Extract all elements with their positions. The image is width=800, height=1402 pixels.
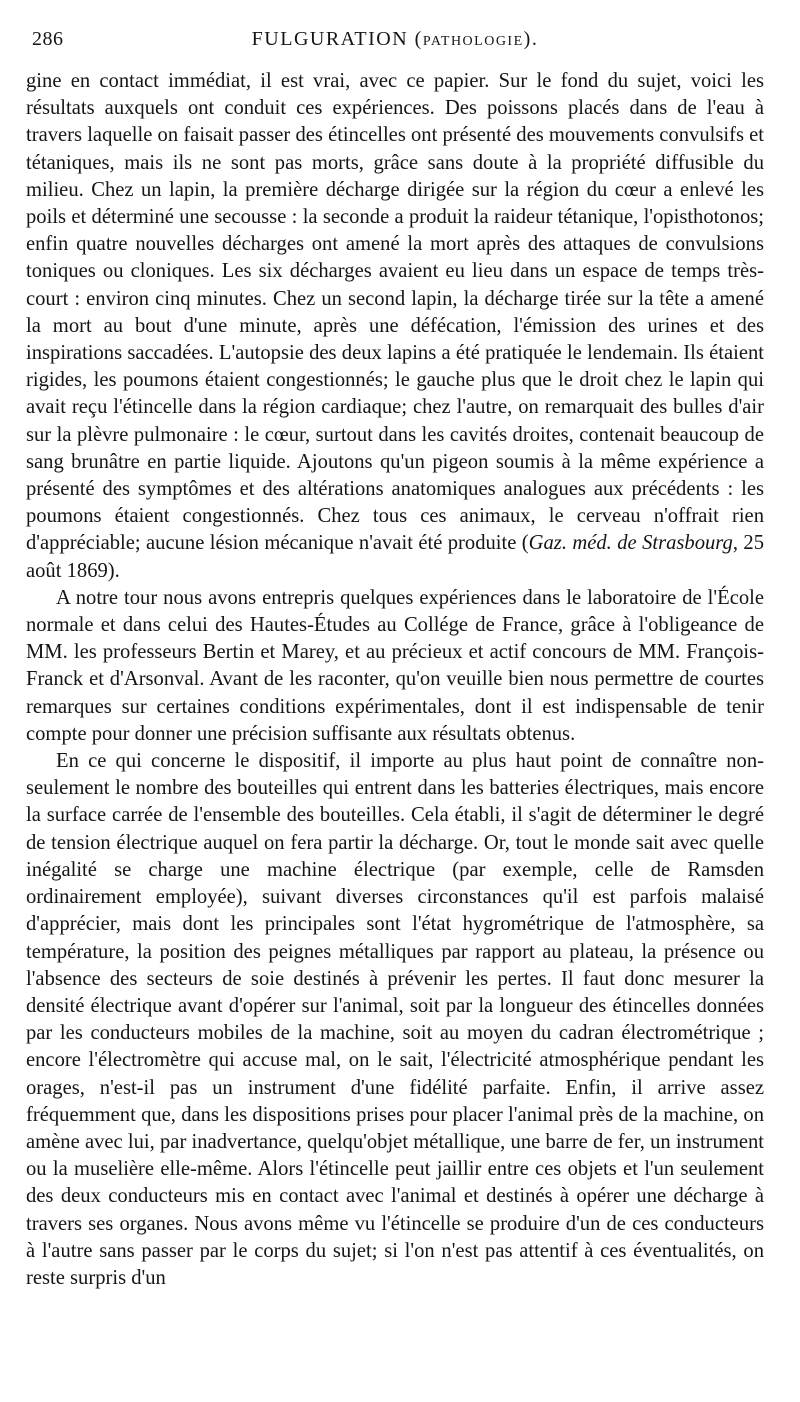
paragraph-text: gine en contact immédiat, il est vrai, avec ce papier. Sur le fond du sujet, voici les résultats auxquels ont conduit ces expériences. Des poissons placés dans de l'eau à travers laquelle on faisait passer des étincelles ont présenté des mouvements convulsifs et tétaniques, mais ils ne sont pas morts, grâce sans doute à la propriété diffusible du milieu. Chez un lapin, la première décharge dirigée sur la région du cœur a enlevé les poils et déterminé une secousse : la seconde a produit la raideur tétanique, l'opisthotonos; enfin quatre nouvelles décharges ont amené la mort après des attaques de convulsions toniques ou cloniques. Les six décharges avaient eu lieu dans un espace de temps très-court : environ cinq minutes. Chez un second lapin, la décharge tirée sur la tête a amené la mort au bout d'une minute, après une défécation, l'émission des urines et des inspirations saccadées. L'autopsie des deux lapins a été pratiquée le lendemain. Ils étaient rigides, les poumons étaient congestionnés; le gauche plus que le droit chez le lapin qui avait reçu l'étincelle dans la région cardiaque; chez l'autre, on remarquait des bulles d'air sur la plèvre pulmonaire : le cœur, surtout dans les cavités droites, contenait beaucoup de sang brunâtre en partie liquide. Ajoutons qu'un pigeon soumis à la même expérience a présenté des symptômes et des altérations anatomiques analogues aux précédents : les poumons étaient congestionnés. Chez tous ces animaux, le cerveau n'offrait rien d'appréciable; aucune lésion mécanique n'avait été produite ( <box>26 70 764 555</box>
running-title <box>26 28 764 51</box>
paragraph-text-end: , 25 août 1869). <box>26 532 764 582</box>
running-title-sub-open: ( <box>408 28 423 50</box>
running-title-subject: PATHOLOGIE <box>422 34 524 49</box>
paragraph-text: A notre tour nous avons entrepris quelques expériences dans le laboratoire de l'École normale et dans celui des Hautes-Études au Collége de France, grâce à l'obligeance de MM. les professeurs Bertin et Marey, et au précieux et actif concours de MM. François-Franck et d'Arsonval. Avant de les raconter, qu'on veuille bien nous permettre de courtes remarques sur certaines conditions expérimentales, dont il est indispensable de tenir compte pour donner une précision suffisante aux résultats obtenus. <box>26 586 764 745</box>
paragraph <box>26 748 764 1292</box>
page-body <box>26 68 764 1292</box>
page-number: 286 <box>32 28 64 50</box>
journal-citation: Gaz. méd. de Strasbourg <box>528 532 733 555</box>
running-title-sub-close: ). <box>523 28 539 50</box>
running-head <box>26 26 764 56</box>
paragraph-continued <box>26 68 764 585</box>
paragraph-text: En ce qui concerne le dispositif, il importe au plus haut point de connaître non-seulement le nombre des bouteilles qui entrent dans les batteries électriques, mais encore la surface carrée de l'ensemble des bouteilles. Cela établi, il s'agit de déterminer le degré de tension électrique auquel on fera partir la décharge. Or, tout le monde sait avec quelle inégalité se charge une machine électrique (par exemple, celle de Ramsden ordinairement employée), suivant diverses circonstances qu'il est parfois malaisé d'apprécier, mais dont les principales sont l'état hygrométrique de l'atmosphère, sa température, la position des peignes métalliques par rapport au plateau, la présence ou l'absence des secteurs de soie destinés à prévenir les pertes. Il faut donc mesurer la densité électrique avant d'opérer sur l'animal, soit par la longueur des étincelles données par les conducteurs mobiles de la machine, soit au moyen du cadran électrométrique ; encore l'électromètre qui accuse mal, on le sait, l'électricité atmosphérique pendant les orages, n'est-il pas un instrument d'une fidélité parfaite. Enfin, il arrive assez fréquemment que, dans les dispositions prises pour placer l'animal près de la machine, on amène avec lui, par inadvertance, quelqu'objet métallique, une barre de fer, un instrument ou la muselière elle-même. Alors l'étincelle peut jaillir entre ces objets et l'un seulement des deux conducteurs mis en contact avec l'animal et destinés à opérer une décharge à travers ses organes. Nous avons même vu l'étincelle se produire d'un de ces conducteurs à l'autre sans passer par le corps du sujet; si l'on n'est pas attentif à ces éventualités, on reste surpris d'un <box>26 750 764 1289</box>
paragraph <box>26 585 764 748</box>
running-title-main: FULGURATION <box>251 28 409 50</box>
